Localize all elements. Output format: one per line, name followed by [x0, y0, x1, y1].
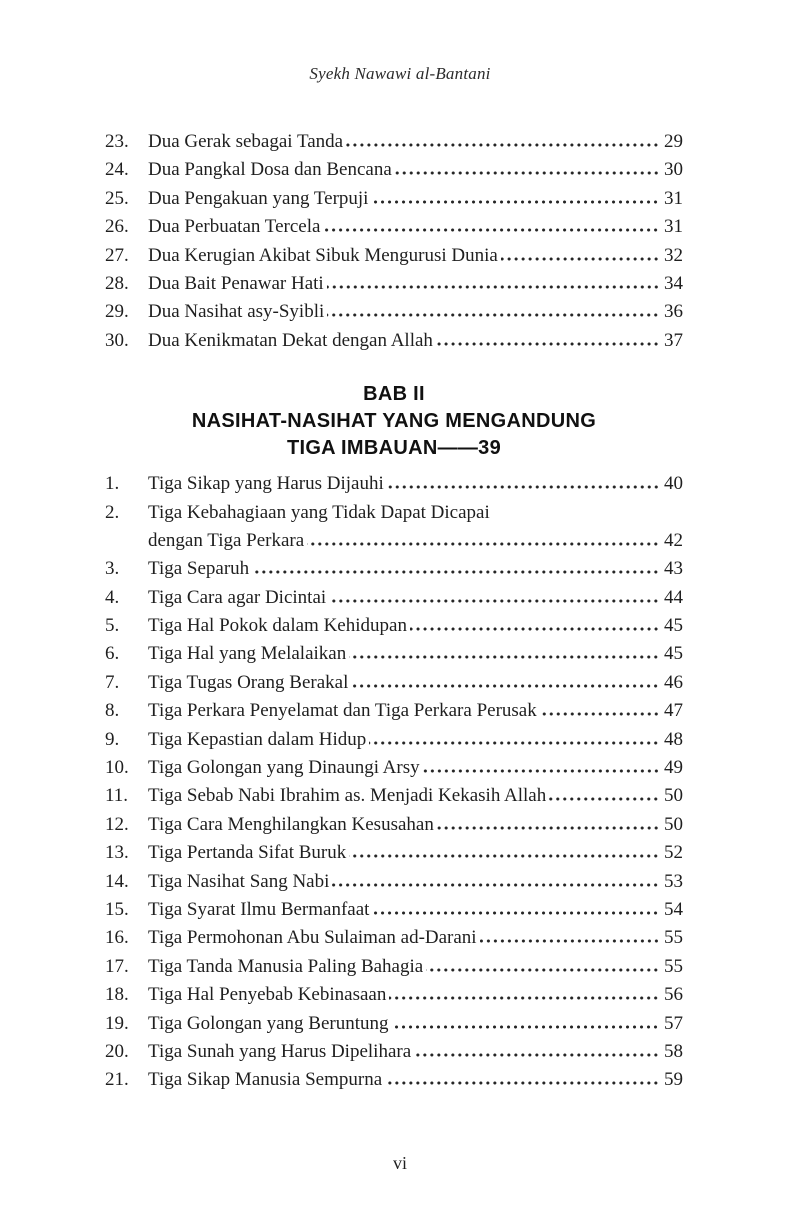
- running-header: Syekh Nawawi al-Bantani: [309, 64, 491, 83]
- toc-entry-page: 30: [664, 159, 683, 181]
- toc-entry-number: 13.: [105, 842, 129, 864]
- toc-entry-title: Tiga Pertanda Sifat Buruk: [148, 842, 347, 864]
- toc-entry-title: Tiga Syarat Ilmu Bermanfaat: [148, 898, 370, 920]
- toc-entry: [105, 1010, 683, 1038]
- toc-entry: [105, 1066, 683, 1094]
- dot-leader: [252, 570, 661, 574]
- toc-entry: [105, 499, 683, 527]
- toc-entry-title: Dua Gerak sebagai Tanda: [148, 131, 344, 152]
- toc-entry-title: dengan Tiga Perkara: [148, 529, 305, 551]
- dot-leader: [389, 996, 661, 1000]
- toc-entry-title: Tiga Tanda Manusia Paling Bahagia: [148, 955, 424, 977]
- toc-entry-title: Tiga Tugas Orang Berakal: [148, 671, 349, 693]
- toc-entry-continuation: [105, 527, 683, 555]
- dot-leader: [395, 171, 661, 175]
- toc-entry-page: 40: [664, 473, 683, 495]
- dot-leader: [437, 826, 661, 830]
- toc-entry-title: Tiga Sebab Nabi Ibrahim as. Menjadi Kekasih Allah: [148, 785, 547, 807]
- toc-entry-number: 26.: [105, 216, 129, 238]
- toc-entry: [105, 298, 683, 326]
- toc-entry: [105, 213, 683, 241]
- toc-entry-page: 53: [664, 870, 683, 892]
- toc-entry: [105, 270, 683, 298]
- toc-entry: [105, 896, 683, 924]
- toc-entry-page: 36: [664, 301, 683, 323]
- toc-entry-page: 47: [664, 700, 683, 722]
- page-number: vi: [392, 1153, 407, 1173]
- toc-entry: [105, 754, 683, 782]
- chapter-heading-line: TIGA IMBAUAN——39: [286, 437, 502, 460]
- toc-entry-page: 56: [664, 984, 683, 1006]
- toc-entry-number: 2.: [105, 501, 120, 523]
- toc-entry-title: Tiga Hal yang Melalaikan: [148, 643, 347, 665]
- toc-entry-number: 20.: [105, 1040, 129, 1062]
- toc-entry: [105, 839, 683, 867]
- toc-entry-page: 32: [664, 244, 683, 266]
- toc-entry-title: Tiga Sunah yang Harus Dipelihara: [148, 1040, 412, 1062]
- dot-leader: [327, 313, 661, 317]
- toc-entry-number: 9.: [105, 728, 120, 750]
- toc-entry-number: 21.: [105, 1069, 129, 1091]
- toc-entry-title: Dua Perbuatan Tercela: [148, 216, 321, 238]
- toc-entry-number: 19.: [105, 1012, 129, 1034]
- toc-entry-number: 1.: [105, 473, 120, 495]
- toc-entry-number: 24.: [105, 159, 129, 181]
- toc-entry-number: 6.: [105, 643, 120, 665]
- toc-entry-page: 50: [664, 785, 683, 807]
- toc-entry: [105, 185, 683, 213]
- dot-leader: [372, 911, 661, 915]
- toc-entry: [105, 811, 683, 839]
- dot-leader: [369, 741, 661, 745]
- toc-entry-title: Dua Kenikmatan Dekat dengan Allah: [148, 329, 433, 351]
- toc-entry: [105, 669, 683, 697]
- toc-entry-page: 29: [664, 131, 683, 152]
- dot-leader: [323, 228, 661, 232]
- toc-entry: [105, 924, 683, 952]
- dot-leader: [346, 143, 661, 147]
- dot-leader: [436, 342, 661, 346]
- toc-entry: [105, 470, 683, 498]
- toc-entry-title: Tiga Kebahagiaan yang Tidak Dapat Dicapai: [148, 501, 490, 523]
- toc-section-2: [105, 470, 683, 1095]
- toc-entry: [105, 1038, 683, 1066]
- toc-entry-number: 17.: [105, 955, 129, 977]
- toc-entry-number: 10.: [105, 757, 129, 779]
- toc-entry-title: Tiga Perkara Penyelamat dan Tiga Perkara Perusak: [148, 700, 537, 722]
- chapter-heading-line: BAB II: [363, 383, 425, 406]
- toc-entry-number: 16.: [105, 927, 129, 949]
- dot-leader: [540, 712, 661, 716]
- toc-entry-title: Tiga Cara agar Dicintai: [148, 586, 327, 608]
- dot-leader: [414, 1053, 661, 1057]
- toc-entry-page: 54: [664, 898, 683, 920]
- dot-leader: [387, 485, 661, 489]
- toc-entry-number: 23.: [105, 131, 129, 152]
- toc-entry-page: 52: [664, 842, 683, 864]
- dot-leader: [327, 285, 661, 289]
- toc-entry: [105, 868, 683, 896]
- dot-leader: [349, 854, 661, 858]
- toc-entry-title: Dua Kerugian Akibat Sibuk Mengurusi Dunia: [148, 244, 498, 266]
- toc-entry-title: Tiga Sikap Manusia Sempurna: [148, 1069, 383, 1091]
- dot-leader: [307, 542, 661, 546]
- toc-entry-title: Dua Nasihat asy-Syibli: [148, 301, 325, 323]
- toc-entry-title: Tiga Separuh: [148, 558, 250, 580]
- toc-entry: [105, 555, 683, 583]
- dot-leader: [423, 769, 661, 773]
- toc-entry: [105, 640, 683, 668]
- toc-entry-page: 45: [664, 643, 683, 665]
- toc-entry-number: 3.: [105, 558, 120, 580]
- dot-leader: [332, 883, 661, 887]
- toc-entry: [105, 981, 683, 1009]
- toc-entry-number: 5.: [105, 615, 120, 637]
- toc-entry-page: 31: [664, 187, 683, 209]
- toc-entry-title: Dua Bait Penawar Hati: [148, 272, 324, 294]
- toc-entry: [105, 697, 683, 725]
- toc-entry-page: 34: [664, 272, 683, 294]
- toc-entry-number: 8.: [105, 700, 120, 722]
- toc-entry-title: Dua Pengakuan yang Terpuji: [148, 187, 369, 209]
- toc-entry-page: 42: [664, 529, 683, 551]
- toc-entry: [105, 128, 683, 156]
- toc-entry-number: 28.: [105, 272, 129, 294]
- toc-entry-page: 58: [664, 1040, 683, 1062]
- dot-leader: [549, 797, 661, 801]
- toc-entry-title: Tiga Golongan yang Beruntung: [148, 1012, 389, 1034]
- dot-leader: [385, 1081, 661, 1085]
- toc-entry-number: 25.: [105, 187, 129, 209]
- toc-entry-number: 15.: [105, 898, 129, 920]
- toc-entry-title: Tiga Hal Penyebab Kebinasaan: [148, 984, 387, 1006]
- toc-entry: [105, 327, 683, 355]
- toc-entry-page: 37: [664, 329, 683, 351]
- dot-leader: [391, 1025, 661, 1029]
- toc-entry-page: 57: [664, 1012, 683, 1034]
- toc-entry-page: 49: [664, 757, 683, 779]
- toc-entry: [105, 782, 683, 810]
- toc-entry-number: 29.: [105, 301, 129, 323]
- toc-entry-number: 7.: [105, 671, 120, 693]
- toc-entry-title: Tiga Sikap yang Harus Dijauhi: [148, 473, 384, 495]
- toc-entry-number: 12.: [105, 813, 129, 835]
- toc-entry: [105, 953, 683, 981]
- toc-entry-page: 59: [664, 1069, 683, 1091]
- toc-entry-page: 48: [664, 728, 683, 750]
- toc-entry-page: 55: [664, 927, 683, 949]
- toc-entry-title: Tiga Cara Menghilangkan Kesusahan: [148, 813, 434, 835]
- table-of-contents: [105, 128, 683, 1095]
- chapter-heading: [105, 381, 683, 462]
- toc-entry-title: Tiga Kepastian dalam Hidup: [148, 728, 367, 750]
- toc-entry: [105, 584, 683, 612]
- toc-entry-number: 14.: [105, 870, 129, 892]
- toc-entry-number: 30.: [105, 329, 129, 351]
- dot-leader: [410, 627, 661, 631]
- toc-entry: [105, 242, 683, 270]
- toc-entry-page: 55: [664, 955, 683, 977]
- toc-entry-number: 11.: [105, 785, 129, 807]
- toc-entry-number: 27.: [105, 244, 129, 266]
- toc-entry-page: 45: [664, 615, 683, 637]
- toc-entry-title: Tiga Nasihat Sang Nabi: [148, 870, 330, 892]
- toc-entry: [105, 726, 683, 754]
- dot-leader: [349, 655, 661, 659]
- toc-entry-title: Tiga Golongan yang Dinaungi Arsy: [148, 757, 420, 779]
- dot-leader: [426, 968, 661, 972]
- toc-entry-page: 50: [664, 813, 683, 835]
- toc-entry-title: Tiga Hal Pokok dalam Kehidupan: [148, 615, 407, 637]
- toc-entry: [105, 156, 683, 184]
- toc-entry-title: Dua Pangkal Dosa dan Bencana: [148, 159, 392, 181]
- dot-leader: [329, 599, 661, 603]
- toc-entry-page: 44: [664, 586, 683, 608]
- dot-leader: [480, 939, 661, 943]
- toc-entry-page: 43: [664, 558, 683, 580]
- toc-section-1: [105, 128, 683, 355]
- dot-leader: [501, 257, 661, 261]
- toc-entry-number: 4.: [105, 586, 120, 608]
- chapter-heading-line: NASIHAT-NASIHAT YANG MENGANDUNG: [191, 410, 597, 433]
- toc-entry-page: 31: [664, 216, 683, 238]
- toc-entry-title: Tiga Permohonan Abu Sulaiman ad-Darani: [148, 927, 477, 949]
- toc-entry-number: 18.: [105, 984, 129, 1006]
- toc-entry-page: 46: [664, 671, 683, 693]
- toc-entry: [105, 612, 683, 640]
- dot-leader: [351, 684, 661, 688]
- dot-leader: [371, 200, 661, 204]
